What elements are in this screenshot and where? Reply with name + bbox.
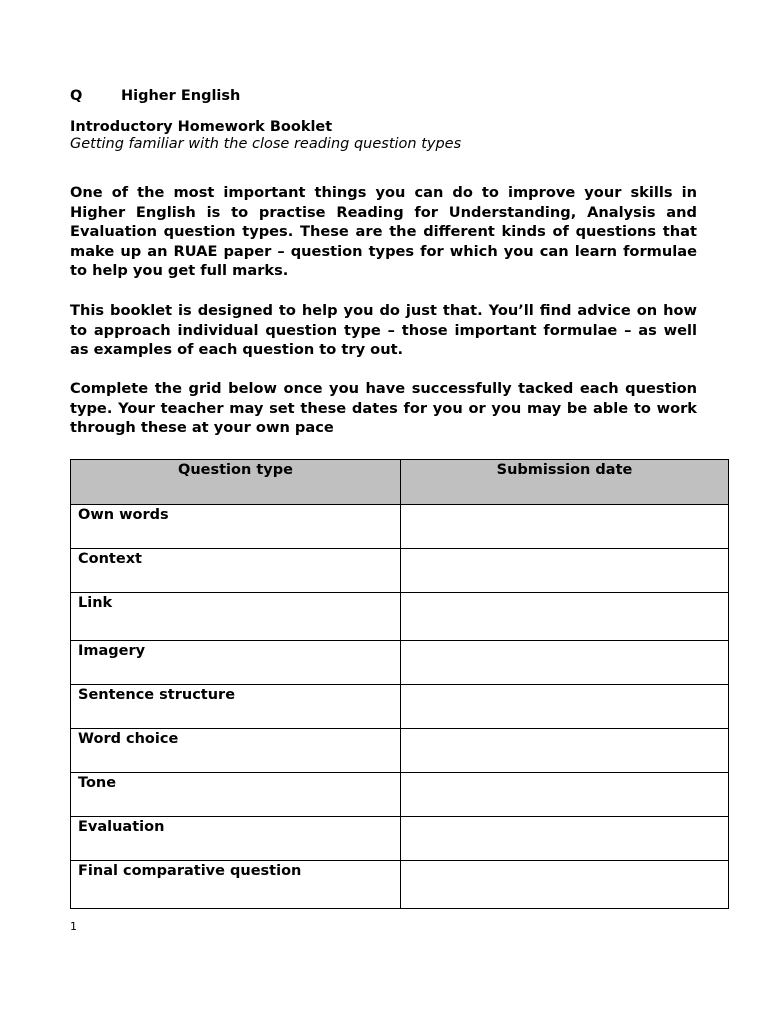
- submission-date-cell[interactable]: [401, 505, 729, 549]
- header-line: [70, 88, 240, 105]
- table-row: [71, 729, 729, 773]
- question-type-cell: Own words: [71, 505, 401, 549]
- intro-paragraph-1: One of the most important things you can do to improve your skills in Higher English is to practise Reading for Understanding, Analysis and Evaluation question types. These are the different kinds of questions that make up an RUAE paper – question types for which you can learn formulae to help you get full marks.: [70, 184, 697, 280]
- column-header-submission-date: Submission date: [401, 460, 729, 505]
- table-row: [71, 505, 729, 549]
- booklet-title: Introductory Homework Booklet: [70, 119, 333, 135]
- submission-date-cell[interactable]: [401, 641, 729, 685]
- table-row: [71, 817, 729, 861]
- header-prefix: Q: [70, 88, 83, 104]
- question-type-cell: Imagery: [71, 641, 401, 685]
- table-row: [71, 593, 729, 641]
- table-row: [71, 549, 729, 593]
- table-header-row: [71, 460, 729, 505]
- submission-date-cell[interactable]: [401, 549, 729, 593]
- submission-date-cell[interactable]: [401, 685, 729, 729]
- page-number: 1: [70, 920, 77, 933]
- table-row: [71, 641, 729, 685]
- submission-date-cell[interactable]: [401, 729, 729, 773]
- booklet-subtitle: Getting familiar with the close reading question types: [70, 136, 462, 152]
- submission-date-cell[interactable]: [401, 593, 729, 641]
- submission-date-cell[interactable]: [401, 773, 729, 817]
- question-type-cell: Link: [71, 593, 401, 641]
- intro-paragraph-2: This booklet is designed to help you do just that. You’ll find advice on how to approach individual question type – those important formulae – as well as examples of each question to try out.: [70, 302, 697, 359]
- column-header-question-type: Question type: [71, 460, 401, 505]
- question-type-cell: Context: [71, 549, 401, 593]
- submission-grid: [70, 459, 729, 909]
- question-type-cell: Tone: [71, 773, 401, 817]
- submission-date-cell[interactable]: [401, 817, 729, 861]
- intro-paragraph-3: Complete the grid below once you have successfully tacked each question type. Your teacher may set these dates for you or you may be able to work through these at your own pace: [70, 380, 697, 437]
- submission-date-cell[interactable]: [401, 861, 729, 909]
- header-subject: Higher English: [121, 88, 241, 104]
- table-row: [71, 773, 729, 817]
- question-type-cell: Final comparative question: [71, 861, 401, 909]
- table-row: [71, 861, 729, 909]
- question-type-cell: Word choice: [71, 729, 401, 773]
- table-row: [71, 685, 729, 729]
- question-type-cell: Evaluation: [71, 817, 401, 861]
- question-type-cell: Sentence structure: [71, 685, 401, 729]
